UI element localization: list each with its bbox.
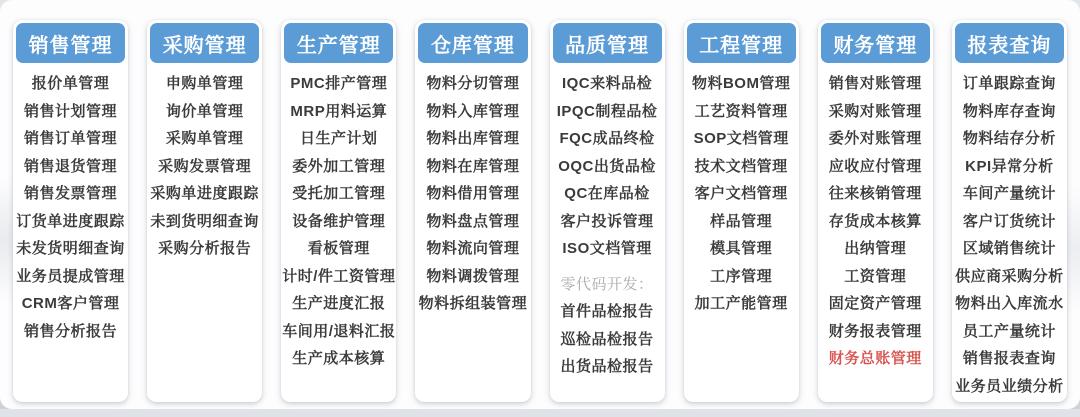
module-item-list-finance bbox=[821, 63, 930, 373]
menu-item[interactable]: 未发货明细查询 bbox=[16, 240, 125, 257]
menu-item[interactable]: IQC来料品检 bbox=[561, 75, 653, 92]
menu-item[interactable]: SOP文档管理 bbox=[693, 130, 789, 147]
menu-item[interactable]: PMC排产管理 bbox=[290, 75, 388, 92]
menu-item[interactable]: 物料BOM管理 bbox=[691, 75, 791, 92]
bottom-band bbox=[0, 409, 1080, 417]
menu-item[interactable]: 销售对账管理 bbox=[828, 75, 922, 92]
module-header-purchasing[interactable]: 采购管理 bbox=[150, 23, 259, 63]
module-header-quality[interactable]: 品质管理 bbox=[553, 23, 662, 63]
menu-item[interactable]: 委外加工管理 bbox=[292, 157, 386, 175]
menu-item[interactable]: 存货成本核算 bbox=[828, 212, 922, 230]
menu-item[interactable]: 物料盘点管理 bbox=[426, 212, 520, 230]
menu-item[interactable]: 物料在库管理 bbox=[426, 157, 520, 175]
module-item-list-production bbox=[282, 63, 396, 373]
menu-item[interactable]: 委外对账管理 bbox=[828, 130, 922, 147]
module-header-finance[interactable]: 财务管理 bbox=[821, 23, 930, 63]
menu-item[interactable]: 加工产能管理 bbox=[694, 295, 788, 312]
menu-item[interactable]: 客户投诉管理 bbox=[560, 212, 654, 230]
menu-item[interactable]: 采购单管理 bbox=[165, 130, 244, 147]
menu-item[interactable]: 看板管理 bbox=[307, 240, 370, 257]
menu-item[interactable]: 订单跟踪查询 bbox=[962, 75, 1056, 92]
module-item-list-quality bbox=[553, 63, 662, 381]
menu-item[interactable]: 模具管理 bbox=[710, 240, 773, 257]
menu-item[interactable]: MRP用料运算 bbox=[290, 102, 388, 120]
menu-item[interactable]: 申购单管理 bbox=[165, 75, 244, 92]
menu-item[interactable]: 首件品检报告 bbox=[560, 303, 654, 320]
menu-item[interactable]: 客户文档管理 bbox=[694, 185, 788, 202]
menu-item[interactable]: 生产进度汇报 bbox=[292, 295, 386, 312]
menu-item[interactable]: 员工产量统计 bbox=[962, 322, 1056, 340]
module-header-production[interactable]: 生产管理 bbox=[284, 23, 393, 63]
menu-item[interactable]: 供应商采购分析 bbox=[955, 267, 1064, 285]
menu-item[interactable]: 区域销售统计 bbox=[962, 240, 1056, 257]
menu-item[interactable]: 生产成本核算 bbox=[292, 350, 386, 367]
module-card-purchasing bbox=[147, 20, 262, 402]
menu-item[interactable]: 财务总账管理 bbox=[828, 350, 922, 367]
module-item-list-warehouse bbox=[418, 63, 527, 318]
menu-item[interactable]: 采购分析报告 bbox=[158, 240, 252, 257]
module-card-warehouse bbox=[415, 20, 530, 402]
module-item-list-reports bbox=[955, 63, 1064, 400]
menu-item[interactable]: 工资管理 bbox=[844, 267, 907, 285]
menu-item[interactable]: 未到货明细查询 bbox=[150, 212, 259, 230]
menu-item[interactable]: 销售订单管理 bbox=[24, 130, 118, 147]
menu-item[interactable]: 业务员业绩分析 bbox=[955, 377, 1064, 395]
menu-item[interactable]: 工序管理 bbox=[710, 267, 773, 285]
menu-item[interactable]: 固定资产管理 bbox=[828, 295, 922, 312]
menu-item[interactable]: 物料结存分析 bbox=[962, 130, 1056, 147]
module-card-sales bbox=[13, 20, 128, 402]
section-label-zero-code: 零代码开发： bbox=[560, 275, 654, 293]
menu-item[interactable]: 物料借用管理 bbox=[426, 185, 520, 202]
module-card-production bbox=[281, 20, 396, 402]
module-card-quality bbox=[550, 20, 665, 402]
menu-item[interactable]: 车间产量统计 bbox=[962, 185, 1056, 202]
menu-item[interactable]: 应收应付管理 bbox=[828, 157, 922, 175]
menu-item[interactable]: 物料入库管理 bbox=[426, 102, 520, 120]
menu-item[interactable]: 客户订货统计 bbox=[962, 212, 1056, 230]
menu-item[interactable]: ISO文档管理 bbox=[562, 240, 652, 257]
menu-item[interactable]: 采购单进度跟踪 bbox=[150, 185, 259, 202]
module-card-engineering bbox=[684, 20, 799, 402]
module-card-reports bbox=[952, 20, 1067, 402]
menu-item[interactable]: 物料分切管理 bbox=[426, 75, 520, 92]
menu-item[interactable]: 受托加工管理 bbox=[292, 185, 386, 202]
menu-item[interactable]: QC在库品检 bbox=[564, 185, 650, 202]
menu-item[interactable]: 销售退货管理 bbox=[24, 157, 118, 175]
menu-item[interactable]: 采购对账管理 bbox=[828, 102, 922, 120]
menu-item[interactable]: 报价单管理 bbox=[31, 75, 110, 92]
menu-item[interactable]: 物料流向管理 bbox=[426, 240, 520, 257]
menu-item[interactable]: 采购发票管理 bbox=[158, 157, 252, 175]
menu-item[interactable]: FQC成品终检 bbox=[559, 130, 655, 147]
module-item-list-sales bbox=[16, 63, 125, 345]
menu-item[interactable]: 出纳管理 bbox=[844, 240, 907, 257]
menu-item[interactable]: 询价单管理 bbox=[165, 102, 244, 120]
module-card-finance bbox=[818, 20, 933, 402]
menu-item[interactable]: 订货单进度跟踪 bbox=[16, 212, 125, 230]
module-item-list-purchasing bbox=[150, 63, 259, 263]
menu-item[interactable]: 往来核销管理 bbox=[828, 185, 922, 202]
menu-item[interactable]: OQC出货品检 bbox=[558, 157, 656, 175]
menu-item[interactable]: 物料出入库流水 bbox=[955, 295, 1064, 312]
menu-item[interactable]: 车间用/退料汇报 bbox=[282, 322, 396, 340]
menu-item[interactable]: 物料库存查询 bbox=[962, 102, 1056, 120]
menu-item[interactable]: 日生产计划 bbox=[300, 130, 378, 147]
menu-item[interactable]: 技术文档管理 bbox=[694, 157, 788, 175]
menu-item[interactable]: 样品管理 bbox=[710, 212, 773, 230]
menu-item[interactable]: 销售分析报告 bbox=[24, 322, 118, 340]
menu-item[interactable]: 计时/件工资管理 bbox=[282, 267, 396, 285]
module-header-warehouse[interactable]: 仓库管理 bbox=[418, 23, 527, 63]
module-header-sales[interactable]: 销售管理 bbox=[16, 23, 125, 63]
module-columns bbox=[13, 20, 1067, 402]
menu-item[interactable]: 物料出库管理 bbox=[426, 130, 520, 147]
menu-item[interactable]: 财务报表管理 bbox=[828, 322, 922, 340]
menu-item[interactable]: 巡检品检报告 bbox=[560, 330, 654, 348]
menu-item[interactable]: 销售发票管理 bbox=[24, 185, 118, 202]
menu-item[interactable]: 销售报表查询 bbox=[962, 350, 1056, 367]
menu-item[interactable]: 物料调拨管理 bbox=[426, 267, 520, 285]
menu-item[interactable]: 设备维护管理 bbox=[292, 212, 386, 230]
module-item-list-engineering bbox=[687, 63, 796, 318]
menu-item[interactable]: 业务员提成管理 bbox=[16, 267, 125, 285]
module-header-reports[interactable]: 报表查询 bbox=[955, 23, 1064, 63]
menu-item[interactable]: CRM客户管理 bbox=[21, 295, 120, 312]
menu-item[interactable]: 工艺资料管理 bbox=[694, 102, 788, 120]
menu-item[interactable]: IPQC制程品检 bbox=[556, 102, 658, 120]
menu-item[interactable]: 销售计划管理 bbox=[24, 102, 118, 120]
module-header-engineering[interactable]: 工程管理 bbox=[687, 23, 796, 63]
menu-item[interactable]: 出货品检报告 bbox=[560, 358, 654, 375]
menu-item[interactable]: 物料拆组装管理 bbox=[418, 295, 528, 312]
menu-item[interactable]: KPI异常分析 bbox=[965, 157, 1054, 175]
